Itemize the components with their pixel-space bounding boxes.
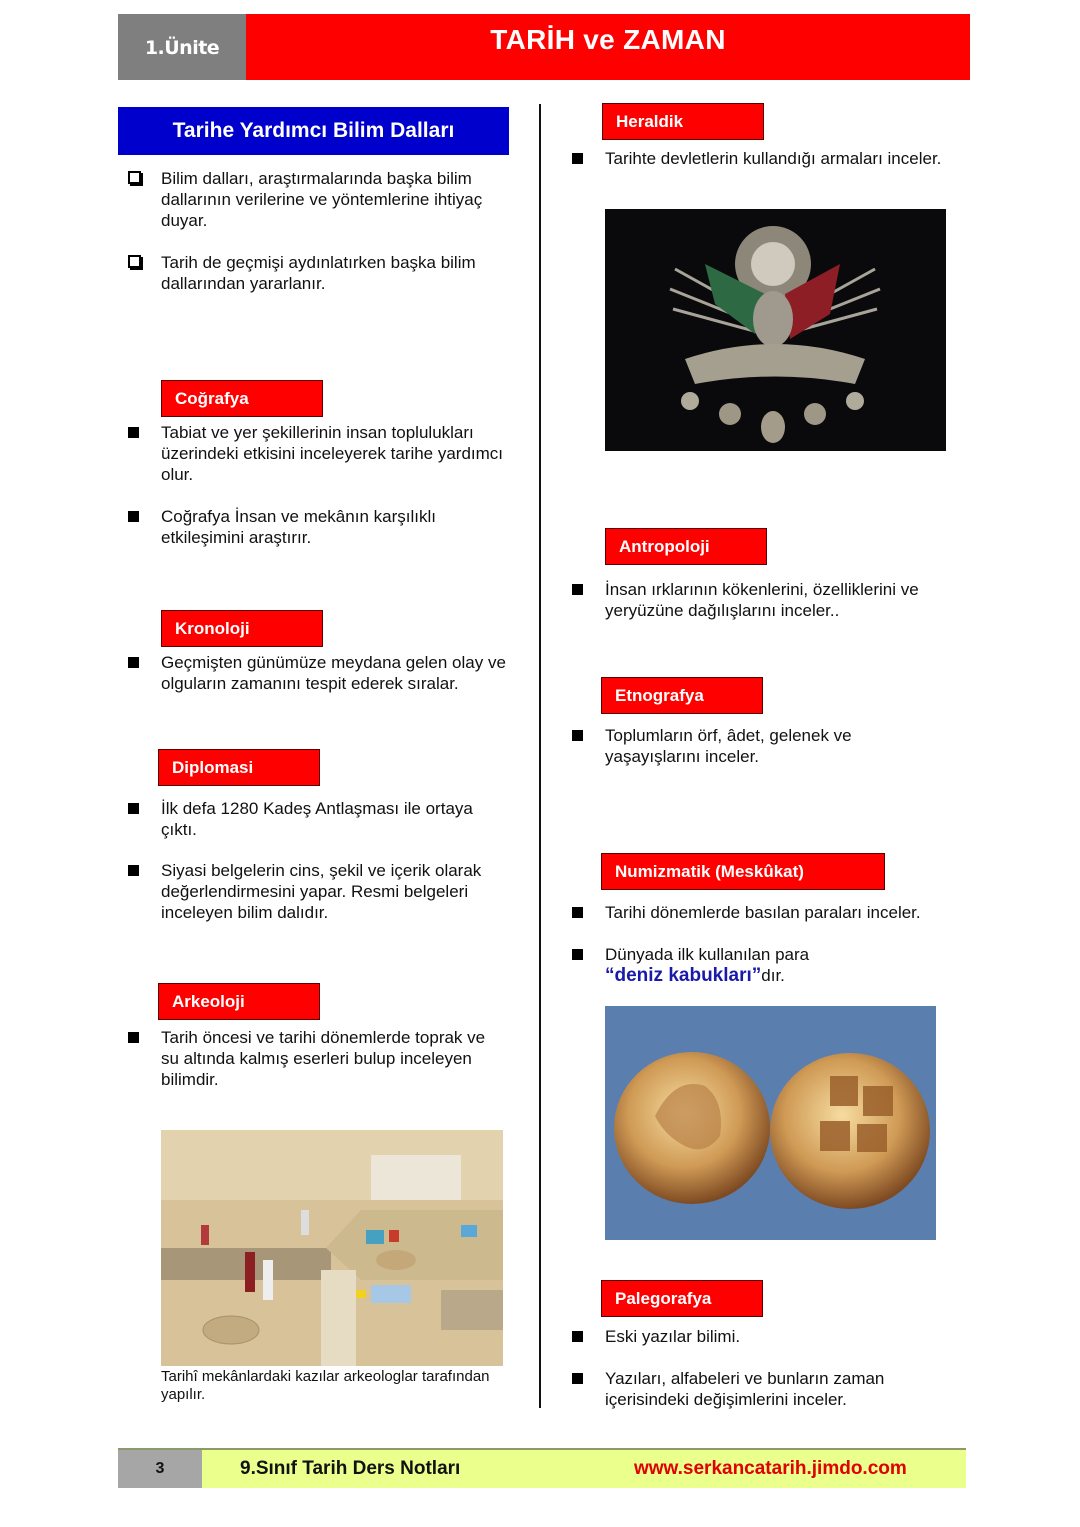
checkbox-bullet-icon [128,171,141,184]
square-bullet-icon [128,803,139,814]
topic-label-antropoloji: Antropoloji [605,528,767,565]
list-item: Siyasi belgelerin cins, şekil ve içerik olarak değerlendirmesini yapar. Resmi belgeleri inceleyen bilim dalıdır. [161,860,511,923]
list-item: İlk defa 1280 Kadeş Antlaşması ile ortaya çıktı. [161,798,511,840]
list-item: Toplumların örf, âdet, gelenek ve yaşayışlarını inceler. [605,725,950,767]
excavation-image [161,1130,503,1366]
unit-label: 1.Ünite [118,14,246,80]
list-item: Coğrafya İnsan ve mekânın karşılıklı etkileşimini araştırır. [161,506,511,548]
highlighted-term: “deniz kabukları” [605,965,762,986]
page-number: 3 [118,1450,202,1488]
list-item: Dünyada ilk kullanılan para “deniz kabukları”dır. [605,944,955,986]
square-bullet-icon [572,153,583,164]
intro-item: Tarih de geçmişi aydınlatırken başka bilim dallarından yararlanır. [161,252,511,294]
coins-image [605,1006,936,1240]
topic-label-diplomasi: Diplomasi [158,749,320,786]
square-bullet-icon [128,1032,139,1043]
topic-label-kronoloji: Kronoloji [161,610,323,647]
square-bullet-icon [572,907,583,918]
square-bullet-icon [572,1373,583,1384]
square-bullet-icon [128,865,139,876]
footer-url-link[interactable]: www.serkancatarih.jimdo.com [634,1458,907,1479]
square-bullet-icon [572,949,583,960]
list-item: Tabiat ve yer şekillerinin insan toplulukları üzerindeki etkisini inceleyerek tarihe yardımcı olur. [161,422,511,485]
footer-bar [202,1450,966,1488]
square-bullet-icon [128,511,139,522]
list-item: Geçmişten günümüze meydana gelen olay ve olguların zamanını tespit ederek sıralar. [161,652,516,694]
checkbox-bullet-icon [128,255,141,268]
square-bullet-icon [128,657,139,668]
list-item: Yazıları, alfabeleri ve bunların zaman içerisindeki değişimlerini inceler. [605,1368,950,1410]
square-bullet-icon [128,427,139,438]
list-item: Tarihi dönemlerde basılan paraları inceler. [605,902,955,923]
list-item: Tarih öncesi ve tarihi dönemlerde toprak ve su altında kalmış eserleri bulup inceleyen bilimdir. [161,1027,506,1090]
list-item: Tarihte devletlerin kullandığı armaları inceler. [605,148,945,169]
topic-label-cografya: Coğrafya [161,380,323,417]
column-divider [539,104,541,1408]
topic-label-numizmatik: Numizmatik (Meskûkat) [601,853,885,890]
section-heading: Tarihe Yardımcı Bilim Dalları [118,107,509,155]
topic-label-palegorafya: Palegorafya [601,1280,763,1317]
page-footer [118,1448,966,1488]
page-header [118,14,970,80]
square-bullet-icon [572,730,583,741]
topic-label-heraldik: Heraldik [602,103,764,140]
list-item: Eski yazılar bilimi. [605,1326,950,1347]
list-item: İnsan ırklarının kökenlerini, özelliklerini ve yeryüzüne dağılışlarını inceler.. [605,579,950,621]
coat-of-arms-image [605,209,946,451]
page-title: TARİH ve ZAMAN [246,14,970,80]
image-caption: Tarihî mekânlardaki kazılar arkeologlar tarafından yapılır. [161,1368,490,1403]
intro-item: Bilim dalları, araştırmalarında başka bilim dallarının verilerine ve yöntemlerine ihtiyaç duyar. [161,168,511,231]
square-bullet-icon [572,1331,583,1342]
topic-label-arkeoloji: Arkeoloji [158,983,320,1020]
footer-title: 9.Sınıf Tarih Ders Notları [240,1458,461,1479]
square-bullet-icon [572,584,583,595]
topic-label-etnografya: Etnografya [601,677,763,714]
